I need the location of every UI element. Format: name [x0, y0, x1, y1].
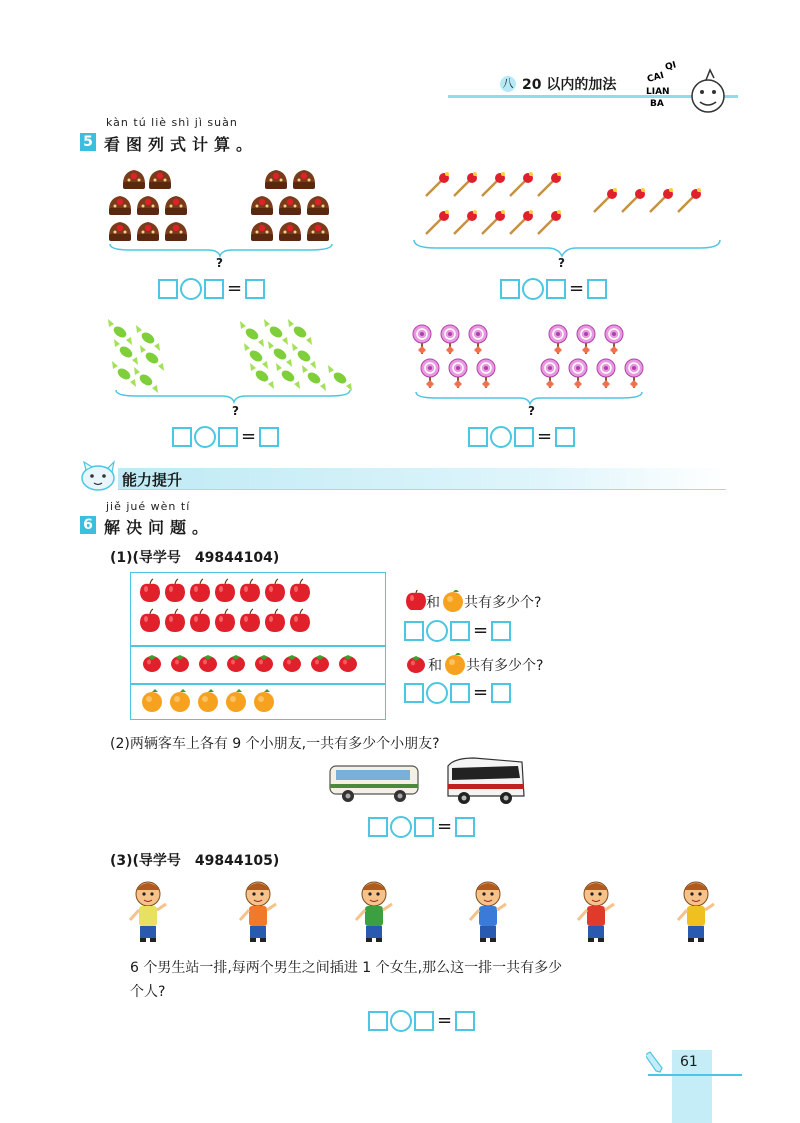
sum-brace	[110, 244, 332, 256]
coach-icon	[444, 756, 528, 806]
logo-word-ba: BA	[650, 99, 664, 109]
mascot-icon	[692, 80, 724, 112]
answer-box[interactable]	[259, 427, 279, 447]
orange-icon	[444, 653, 466, 675]
equals-sign: =	[537, 426, 553, 447]
skewer-question-mark: ?	[558, 256, 565, 270]
answer-box[interactable]	[514, 427, 534, 447]
apple-icon	[406, 590, 426, 610]
q1a-question: 共有多少个?	[464, 595, 542, 611]
section5-pinyin: kàn tú liè shì jì suàn	[106, 116, 238, 129]
answer-box[interactable]	[368, 1011, 388, 1031]
skewer-picture	[408, 160, 728, 272]
equation-q1b	[404, 682, 511, 704]
logo-word-lian: LIAN	[646, 87, 670, 97]
boy-5	[578, 882, 614, 942]
operator-circle[interactable]	[490, 426, 512, 448]
answer-box[interactable]	[158, 279, 178, 299]
answer-box[interactable]	[414, 1011, 434, 1031]
answer-box[interactable]	[491, 683, 511, 703]
section6-title: 解决问题。	[104, 518, 215, 537]
answer-box[interactable]	[455, 1011, 475, 1031]
q3-text-line2: 个人?	[130, 984, 166, 1000]
boy-3	[356, 882, 392, 942]
equals-sign: =	[473, 620, 489, 641]
operator-circle[interactable]	[390, 816, 412, 838]
answer-box[interactable]	[546, 279, 566, 299]
lollipop-picture	[408, 316, 652, 412]
answer-box[interactable]	[404, 683, 424, 703]
equals-sign: =	[241, 426, 257, 447]
lollipop-group-left	[413, 325, 495, 388]
qicai-logo	[636, 56, 736, 122]
equation-candy	[172, 426, 279, 448]
sum-brace	[416, 392, 642, 404]
answer-box[interactable]	[414, 817, 434, 837]
equation-lollipop	[468, 426, 575, 448]
answer-box[interactable]	[587, 279, 607, 299]
equation-q2	[368, 816, 475, 838]
orange-row	[142, 689, 274, 712]
equation-skewer	[500, 278, 607, 300]
cake-group-left	[109, 170, 187, 241]
boy-1	[130, 882, 166, 942]
page-number: 61	[680, 1054, 698, 1070]
section6-pinyin: jiě jué wèn tí	[106, 500, 191, 513]
section5-number: 5	[80, 133, 96, 151]
cake-picture	[100, 160, 370, 272]
answer-box[interactable]	[455, 817, 475, 837]
section6-number: 6	[80, 516, 96, 534]
answer-box[interactable]	[204, 279, 224, 299]
operator-circle[interactable]	[426, 620, 448, 642]
ability-title: 能力提升	[122, 471, 183, 489]
equation-cake	[158, 278, 265, 300]
equation-q1a	[404, 620, 511, 642]
q3-text-line1: 6 个男生站一排,每两个男生之间插进 1 个女生,那么这一排一共有多少	[130, 960, 563, 976]
equals-sign: =	[569, 278, 585, 299]
answer-box[interactable]	[245, 279, 265, 299]
operator-circle[interactable]	[180, 278, 202, 300]
answer-box[interactable]	[500, 279, 520, 299]
q1b-question: 共有多少个?	[466, 658, 544, 674]
sum-brace	[116, 390, 350, 402]
apple-row-top	[140, 579, 310, 602]
mascot-cat-icon	[76, 456, 124, 496]
operator-circle[interactable]	[390, 1010, 412, 1032]
operator-circle[interactable]	[522, 278, 544, 300]
lollipop-question-mark: ?	[528, 404, 535, 418]
tomato-row	[143, 655, 357, 672]
answer-box[interactable]	[218, 427, 238, 447]
answer-box[interactable]	[555, 427, 575, 447]
fruit-picture	[134, 574, 384, 718]
q1-label: (1)(导学号 49844104)	[110, 550, 280, 566]
q2-text: (2)两辆客车上各有 9 个小朋友,一共有多少个小朋友?	[110, 736, 440, 752]
equals-sign: =	[437, 1010, 453, 1031]
unit-badge: 八	[500, 76, 516, 92]
q1a-and: 和	[426, 595, 440, 611]
q1b-and: 和	[428, 658, 442, 674]
sum-brace	[414, 240, 720, 256]
cake-group-right	[251, 170, 329, 241]
equals-sign: =	[227, 278, 243, 299]
boy-6	[678, 882, 714, 942]
skewer-group-top	[426, 172, 701, 212]
answer-box[interactable]	[450, 683, 470, 703]
boys-picture	[124, 870, 724, 950]
cake-question-mark: ?	[216, 256, 223, 270]
candy-question-mark: ?	[232, 404, 239, 418]
tomato-icon	[406, 654, 426, 674]
candy-group-left	[108, 319, 164, 393]
operator-circle[interactable]	[194, 426, 216, 448]
answer-box[interactable]	[491, 621, 511, 641]
bus-icon	[328, 760, 424, 804]
equation-q3	[368, 1010, 475, 1032]
orange-icon	[442, 590, 464, 612]
answer-box[interactable]	[450, 621, 470, 641]
answer-box[interactable]	[404, 621, 424, 641]
q3-label: (3)(导学号 49844105)	[110, 853, 280, 869]
candy-picture	[104, 316, 364, 412]
boy-4	[470, 882, 506, 942]
answer-box[interactable]	[468, 427, 488, 447]
answer-box[interactable]	[172, 427, 192, 447]
operator-circle[interactable]	[426, 682, 448, 704]
boy-2	[240, 882, 276, 942]
skewer-group-bottom	[426, 210, 561, 234]
ability-banner	[118, 468, 726, 490]
answer-box[interactable]	[368, 817, 388, 837]
section5-title: 看图列式计算。	[104, 135, 259, 154]
logo-word-qi: QI	[664, 60, 678, 73]
pencil-icon	[646, 1050, 666, 1076]
unit-title: 20 以内的加法	[522, 77, 617, 93]
equals-sign: =	[437, 816, 453, 837]
candy-group-right	[240, 319, 352, 391]
logo-word-cai: CAI	[646, 70, 666, 85]
lollipop-group-right	[541, 325, 643, 388]
equals-sign: =	[473, 682, 489, 703]
apple-row-bottom	[140, 609, 310, 632]
